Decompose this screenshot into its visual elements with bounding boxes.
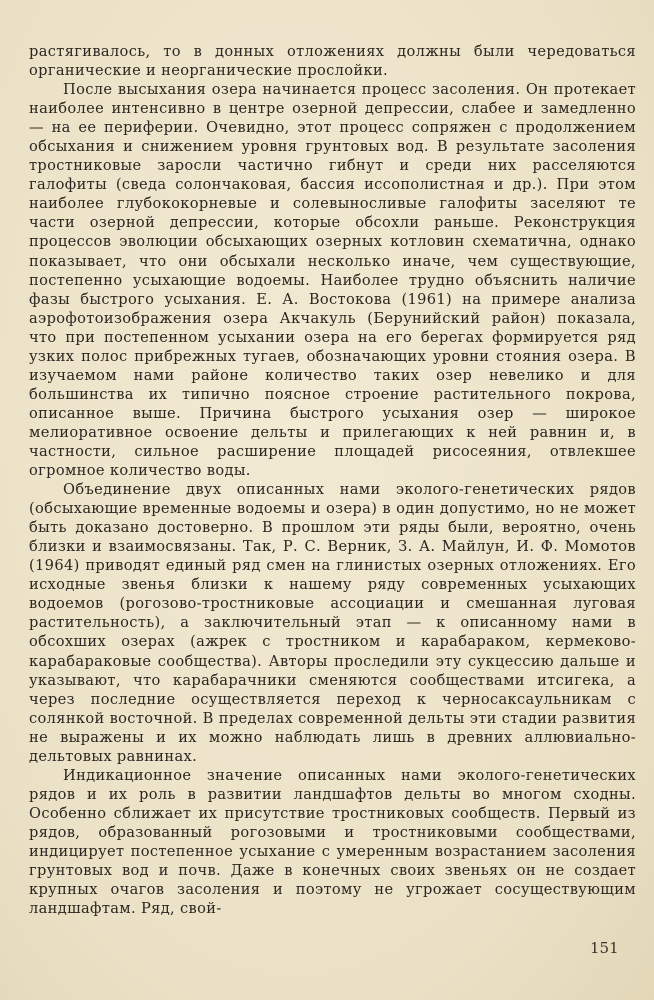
paragraph-salinization: После высыхания озера начинается процесс засоления. Он протекает наиболее интенсивно в центре озерной депрессии, слабее и замедленно — на ее периферии. Очевидно, этот процесс сопряжен с продолжением обсыхания и снижением уровня грунтовых вод. В результате засоления тростниковые заросли частично гибнут и среди них расселяются галофиты (сведа солончаковая, бассия иссополистная и др.). При этом наиболее глубококорневые и солевыносливые галофиты заселяют те части озерной депрессии, которые обсохли раньше. Реконструкция процессов эволюции обсыхающих озерных котловин схематична, однако показывает, что они обсыхали несколько иначе, чем существующие, постепенно усыхающие водоемы. Наиболее трудно объяснить наличие фазы быстрого усыхания. Е. А. Востокова (1961) на примере анализа аэрофотоизображения озера Акчакуль (Берунийский район) показала, что при постепенном усыхании озера на его берегах формируется ряд узких полос прибрежных тугаев, обозначающих уровни стояния озера. В изучаемом нами районе количество таких озер невелико и для большинства их типично поясное строение растительного покрова, описанное выше. Причина быстрого усыхания озер — широкое мелиоративное освоение дельты и прилегающих к ней равнин и, в частности, сильное расширение площадей рисосеяния, отвлекшее огромное количество воды. [29, 81, 636, 480]
paragraph-continued: растягивалось, то в донных отложениях должны были чередоваться органические и неорганические прослойки. [29, 43, 636, 80]
body-text [29, 42, 636, 918]
paragraph-indication: Индикационное значение описанных нами эколого-генетических рядов и их роль в развитии ландшафтов дельты во многом сходны. Особенно сближает их присутствие тростниковых сообществ. Первый из рядов, образованный рогозовыми и тростниковыми сообществами, индицирует постепенное усыхание с умеренным возрастанием засоления грунтовых вод и почв. Даже в конечных своих звеньях он не создает крупных очагов засоления и поэтому не угрожает сосуществующим ландшафтам. Ряд, свой- [29, 766, 636, 918]
paragraph-ecological-series: Объединение двух описанных нами эколого-генетических рядов (обсыхающие временные водоемы и озера) в один допустимо, но не может быть доказано достоверно. В прошлом эти ряды были, вероятно, очень близки и взаимосвязаны. Так, Р. С. Верник, З. А. Майлун, И. Ф. Момотов (1964) приводят единый ряд смен на глинистых озерных отложениях. Его исходные звенья близки к нашему ряду современных усыхающих водоемов (рогозово-тростниковые ассоциации и смешанная луговая растительность), а заключительный этап — к описанному нами в обсохших озерах (ажрек с тростником и карабараком, кермеково-карабараковые сообщества). Авторы проследили эту сукцессию дальше и указывают, что карабарачники сменяются сообществами итсигека, а через последние осуществляется переход к черносаксаульникам с солянкой восточной. В пределах современной дельты эти стадии развития не выражены и их можно наблюдать лишь в древних аллювиально-дельтовых равнинах. [29, 481, 636, 765]
page-number: 151 [590, 939, 619, 957]
